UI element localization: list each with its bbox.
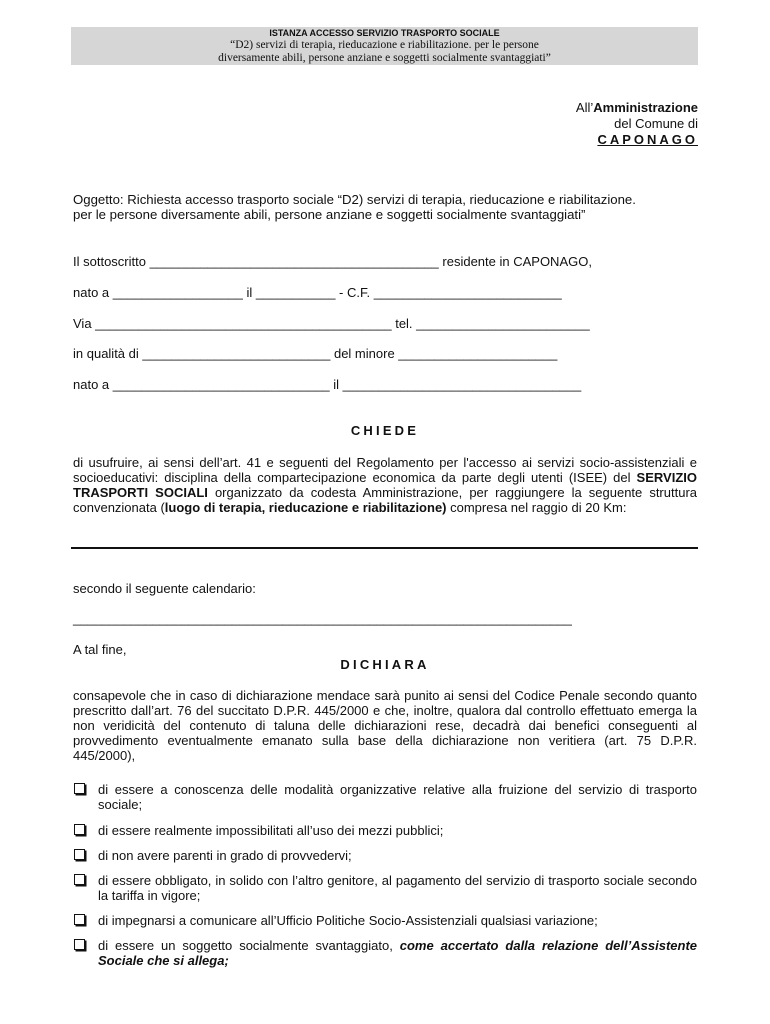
checklist-item xyxy=(74,823,697,838)
declaration-intro: A tal fine, xyxy=(73,642,127,657)
checklist-item-text: di impegnarsi a comunicare all’Ufficio Politiche Socio-Assistenziali qualsiasi variazione; xyxy=(98,913,598,928)
checkbox-6[interactable] xyxy=(74,939,85,950)
applicant-name-line: Il sottoscritto ________________________________________ residente in CAPONAGO, xyxy=(73,254,592,269)
calendar-label: secondo il seguente calendario: xyxy=(73,581,256,596)
request-text-2: organizzato da codesta Amministrazione, per raggiungere la seguente struttura convenzionata ( xyxy=(73,485,697,515)
address-phone-line: Via _________________________________________ tel. ________________________ xyxy=(73,316,590,331)
capacity-minor-line: in qualità di __________________________ del minore ______________________ xyxy=(73,346,558,361)
addressee-line-2: del Comune di xyxy=(614,116,698,131)
service-name: SERVIZIO TRASPORTI SOCIALI xyxy=(73,470,697,500)
checklist-item-text: di essere realmente impossibilitati all’uso dei mezzi pubblici; xyxy=(98,823,444,838)
checklist-item-text xyxy=(74,938,697,968)
checklist-item-6-plain: di essere un soggetto socialmente svantaggiato, xyxy=(98,938,400,953)
destination-rule xyxy=(71,547,698,549)
addressee-block xyxy=(576,100,698,148)
checklist-item-text: di essere obbligato, in solido con l’altro genitore, al pagamento del servizio di trasporto sociale secondo la tariffa in vigore; xyxy=(98,873,697,903)
addressee-name: Amministrazione xyxy=(593,100,698,115)
minor-birth-line: nato a ______________________________ il _________________________________ xyxy=(73,377,582,392)
checklist-item-text: di essere a conoscenza delle modalità organizzative relative alla fruizione del servizio di trasporto sociale; xyxy=(98,782,697,812)
declaration-text: consapevole che in caso di dichiarazione mendace sarà punito ai sensi del Codice Penale secondo quanto prescritto dall’art. 76 del succitato D.P.R. 445/2000 e che, inoltre, qualora dal controllo effettuato emerga la non veridicità del contenuto di taluna delle dichiarazioni rese, decadrà dai benefici conseguenti al provvedimento eventualmente emanato sulla base della dichiarazione non veritiera (art. 75 D.P.R. 445/2000), xyxy=(73,688,697,763)
checklist-item xyxy=(74,938,697,968)
checkbox-4[interactable] xyxy=(74,874,85,885)
checkbox-2[interactable] xyxy=(74,824,85,835)
request-text-1: di usufruire, ai sensi dell’art. 41 e seguenti del Regolamento per l'accesso ai servizi socio-assistenziali e socioeducativi: disciplina della compartecipazione economica da parte degli utenti (ISEE) del xyxy=(73,455,697,485)
checklist-item-text: di non avere parenti in grado di provvedervi; xyxy=(98,848,352,863)
subject-block xyxy=(73,192,697,222)
form-header xyxy=(71,27,698,65)
checklist-item xyxy=(74,873,697,903)
form-subtitle-line-1: “D2) servizi di terapia, rieducazione e riabilitazione. per le persone xyxy=(230,39,539,51)
subject-line-2: per le persone diversamente abili, persone anziane e soggetti socialmente svantaggiati” xyxy=(73,207,586,222)
request-paragraph xyxy=(73,455,697,515)
checkbox-1[interactable] xyxy=(74,783,85,794)
birth-cf-line: nato a __________________ il ___________ - C.F. __________________________ xyxy=(73,285,562,300)
addressee-prefix: All’ xyxy=(575,100,594,115)
checklist-item xyxy=(74,782,697,812)
subject-line-1: Oggetto: Richiesta accesso trasporto sociale “D2) servizi di terapia, rieducazione e riabilitazione. xyxy=(73,192,636,207)
calendar-line: _____________________________________________________________________ xyxy=(73,611,572,626)
checkbox-3[interactable] xyxy=(74,849,85,860)
addressee-city: CAPONAGO xyxy=(597,132,698,147)
declaration-heading: DICHIARA xyxy=(340,657,430,672)
checklist-item xyxy=(74,913,697,928)
request-heading: CHIEDE xyxy=(350,423,420,438)
request-text-3: compresa nel raggio di 20 Km: xyxy=(446,500,627,515)
checklist-item-6-emphasis: come accertato dalla relazione dell’Assistente Sociale che si allega; xyxy=(98,938,697,968)
checklist-item xyxy=(74,848,697,863)
checkbox-5[interactable] xyxy=(74,914,85,925)
addressee-line-1 xyxy=(576,100,698,116)
form-title: ISTANZA ACCESSO SERVIZIO TRASPORTO SOCIALE xyxy=(269,28,500,38)
form-subtitle-line-2: diversamente abili, persone anziane e soggetti socialmente svantaggiati” xyxy=(218,52,551,64)
destination-type: luogo di terapia, rieducazione e riabilitazione) xyxy=(164,500,447,515)
